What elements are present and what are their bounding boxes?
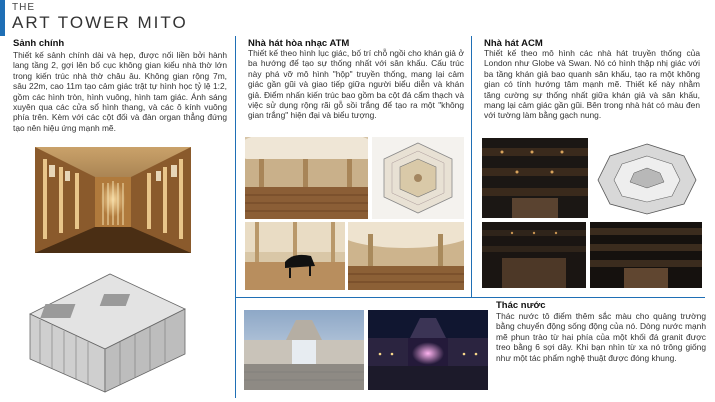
section-title-acm: Nhà hát ACM xyxy=(484,38,543,49)
main-hall-photo xyxy=(35,147,191,253)
section-text-atm: Thiết kế theo hình lục giác, bố trí chỗ ngồi cho khán giả ở ba hướng để tạo sự thống nhất với sân khấu. Cấu trúc này phá vỡ mô hình "hộp" truyền thống, mang lại cảm giác gần gũi và giao tiếp giữa người biểu diễn và khán giả. Điểm nhấn kiến trúc bao gồm ba cột đá cẩm thạch và việc sử dụng rộng rãi gỗ sồi trắng để tạo ra một "không gian trắng" hiện đại và biểu tượng. xyxy=(248,48,464,121)
acm-theatre-photo-3 xyxy=(590,222,702,288)
section-text-sanh: Thiết kế sảnh chính dài và hẹp, được nối liền bởi hành lang tầng 2, gợi lên bố cục không gian kiểu nhà thờ lớn trong kiến trúc nhà thờ châu âu. Không gian rộng 7m, sâu 22m, cao 11m tạo cảm giác trật tự hình học tỷ lệ 1:2, gồm các hình tròn, hình vuông, hình tam giác. Ánh sáng xuyên qua các cửa sổ hình thang, và các ô kính vuông phía trên. Kèm với các cột đối và đàn organ thẳng đứng tạo nên hiệu ứng mạnh mẽ. xyxy=(13,50,227,133)
divider-bottom xyxy=(235,297,705,298)
atm-hall-photo-piano xyxy=(245,222,345,290)
section-title-thac: Thác nước xyxy=(496,300,546,311)
divider-col-2 xyxy=(471,36,472,298)
divider-col-1 xyxy=(235,36,236,398)
header-accent-bar xyxy=(0,0,5,36)
section-title-sanh: Sảnh chính xyxy=(13,38,65,49)
waterfall-photo-day xyxy=(244,310,364,390)
acm-theatre-photo-2 xyxy=(482,222,586,288)
atm-plan-drawing xyxy=(372,137,464,219)
atm-hall-photo-2 xyxy=(348,222,464,290)
section-text-acm: Thiết kế theo mô hình các nhà hát truyền thống của London như Globe và Swan. Nó có hình thập nhị giác với ba tầng khán giả bao quanh sân khấu, tạo ra một không gian có tính hướng tâm mạnh mẽ. Thiết kế này nhằm tăng cường sự thống nhất giữa khán giả và sân khấu, mang lại cảm giác gần gũi. Bên trong nhà hát có màu đen với tường làm bằng gạch nung. xyxy=(484,48,700,121)
page-title: ART TOWER MITO xyxy=(12,13,188,32)
section-title-atm: Nhà hát hòa nhạc ATM xyxy=(248,38,350,49)
waterfall-photo-night xyxy=(368,310,488,390)
header-kicker: THE xyxy=(12,2,35,13)
main-hall-section-drawing xyxy=(20,264,192,398)
acm-section-drawing xyxy=(592,138,702,218)
atm-hall-photo-1 xyxy=(245,137,368,219)
section-text-thac: Thác nước tô điểm thêm sắc màu cho quảng trường bằng chuyển động sống động của nó. Dòng nước mạnh mẽ phun trào từ hai phía của một khối đá granit được treo bằng 6 sợi dây. Khi bạn nhìn từ xa nó trông giống như một tác phẩm nghệ thuật được đóng khung. xyxy=(496,311,706,363)
acm-theatre-photo-1 xyxy=(482,138,588,218)
